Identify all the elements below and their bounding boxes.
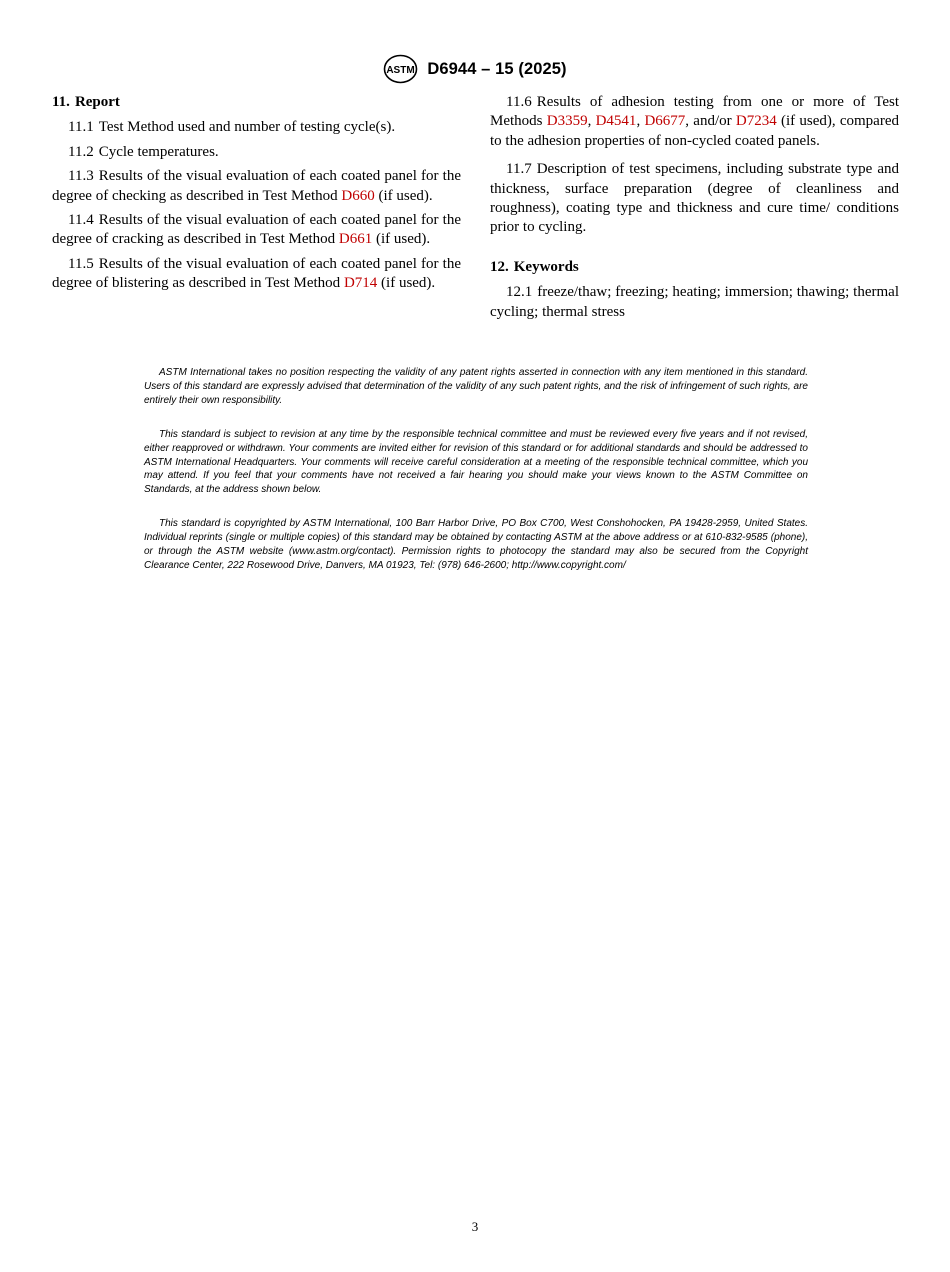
copyright-notice: This standard is copyrighted by ASTM International, 100 Barr Harbor Drive, PO Box C700, West Conshohocken, PA 19428-2959, United States. Individual reprints (single or multiple copies) of this standard may be obtained by contacting ASTM at the above address or at 610-832-9585 (phone), or through the ASTM website (www.astm.org/contact). Permission rights to photocopy the standard may also be secured from the Copyright Clearance Center, 222 Rosewood Drive, Danvers, MA 01923, Tel: (978) 646-2600; http://www.copyright.com/	[144, 518, 808, 571]
patent-notice: ASTM International takes no position respecting the validity of any patent rights asserted in connection with any item mentioned in this standard. Users of this standard are expressly advised that determination of the validity of any such patent rights, and the risk of infringement of such rights, are entirely their own responsibility.	[144, 367, 808, 406]
document-designation: D6944 – 15 (2025)	[427, 59, 567, 78]
paragraph-11-4: 11.4 Results of the visual evaluation of each coated panel for the degree of cracking as described in Test Method D661 (if used).	[52, 212, 461, 248]
revision-notice: This standard is subject to revision at any time by the responsible technical committee and must be reviewed every five years and if not revised, either reapproved or withdrawn. Your comments are invited either for revision of this standard or for additional standards and should be addressed to ASTM International Headquarters. Your comments will receive careful consideration at a meeting of the responsible technical committee, which you may attend. If you feel that your comments have not received a fair hearing you should make your views known to the ASTM Committee on Standards, at the address shown below.	[144, 428, 808, 496]
left-column	[52, 93, 461, 299]
paragraph-11-1: 11.1 Test Method used and number of testing cycle(s).	[68, 119, 396, 136]
reference-link-d714[interactable]: D714	[343, 275, 378, 292]
reference-link-d661[interactable]: D661	[338, 231, 373, 248]
reference-link-d3359[interactable]: D3359	[546, 113, 588, 130]
paragraph-11-2: 11.2 Cycle temperatures.	[68, 143, 219, 160]
paragraph-11-5: 11.5 Results of the visual evaluation of each coated panel for the degree of blistering as described in Test Method D714 (if used).	[52, 255, 461, 292]
page-header	[0, 54, 950, 84]
svg-text:ASTM: ASTM	[386, 65, 416, 76]
right-column	[490, 93, 899, 327]
page-number: 3	[471, 1219, 479, 1234]
paragraph-12-1: 12.1 freeze/thaw; freezing; heating; immersion; thawing; thermal cycling; thermal stress	[490, 284, 899, 320]
reference-link-d4541[interactable]: D4541	[595, 113, 637, 130]
paragraph-11-3: 11.3 Results of the visual evaluation of each coated panel for the degree of checking as described in Test Method D660 (if used).	[52, 168, 461, 204]
reference-link-d660[interactable]: D660	[341, 187, 375, 204]
paragraph-11-6: 11.6 Results of adhesion testing from one or more of Test Methods D3359, D4541, D6677, and/or D7234 (if used), compared to the adhesion properties of non-cycled coated panels.	[490, 94, 899, 149]
section-spacer	[490, 243, 899, 255]
reference-link-d6677[interactable]: D6677	[644, 113, 686, 130]
astm-logo	[383, 54, 418, 84]
paragraph-11-7: 11.7 Description of test specimens, including substrate type and thickness, surface preparation (degree of cleanliness and roughness), coating type and thickness and cure time/ conditions prior to cycling.	[490, 161, 899, 236]
legal-notices	[144, 366, 808, 593]
reference-link-d7234[interactable]: D7234	[735, 113, 777, 130]
section-heading-keywords: 12. Keywords	[490, 258, 579, 275]
section-heading-report: 11. Report	[52, 94, 120, 110]
